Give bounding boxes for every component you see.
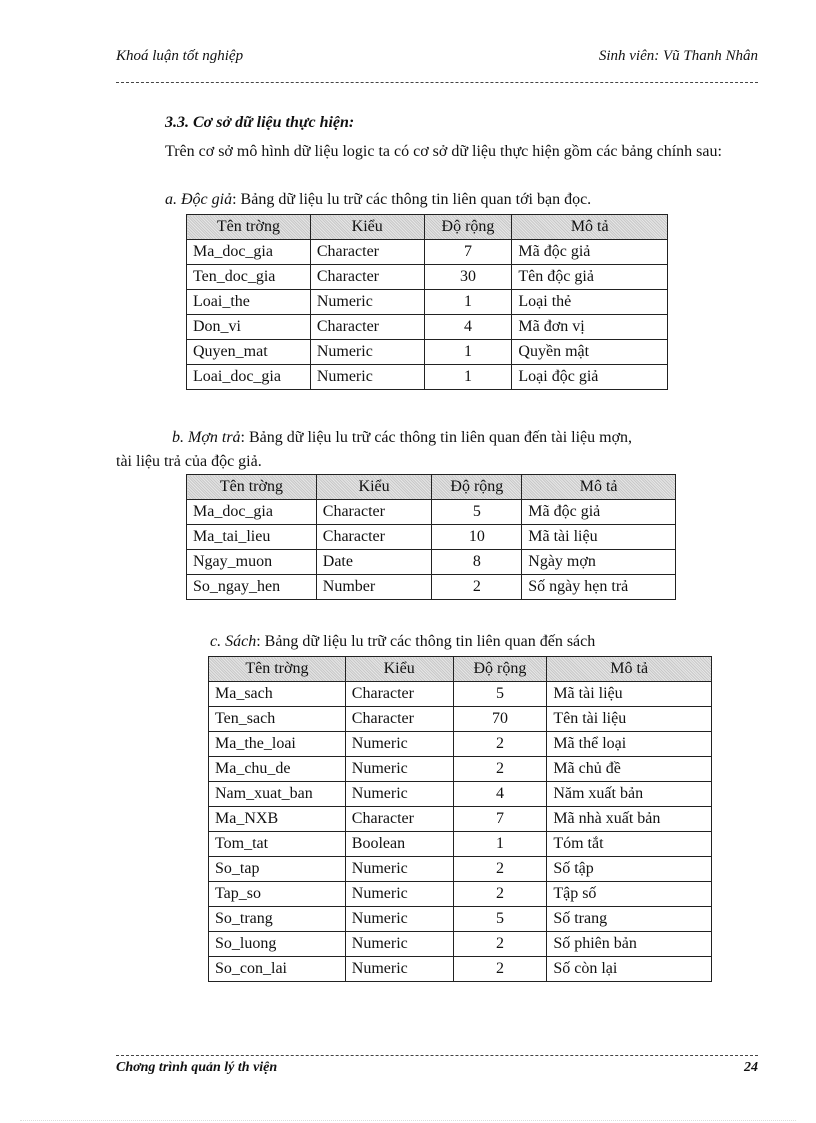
table-header-row: [209, 657, 712, 682]
table-cell: Numeric: [345, 732, 453, 757]
table-cell: Numeric: [345, 757, 453, 782]
table-a-label: a. Độc giả: [165, 191, 233, 208]
column-header: Tên trờng: [187, 215, 311, 240]
table-cell: Tên tài liệu: [547, 707, 712, 732]
table-a-desc: : Bảng dữ liệu lu trữ các thông tin liên quan tới bạn đọc.: [232, 191, 592, 208]
table-cell: 2: [453, 882, 547, 907]
table-cell: Mã độc giả: [522, 500, 676, 525]
table-cell: Mã độc giả: [512, 240, 668, 265]
table-cell: 8: [432, 550, 522, 575]
table-cell: Numeric: [345, 907, 453, 932]
column-header: Tên trờng: [187, 475, 317, 500]
table-cell: Ngày mợn: [522, 550, 676, 575]
table-header-row: [187, 215, 668, 240]
table-b-desc: : Bảng dữ liệu lu trữ các thông tin liên quan đến tài liệu mợn,: [240, 429, 633, 446]
table-c-label: c. Sách: [210, 633, 257, 650]
table-cell: Mã nhà xuất bản: [547, 807, 712, 832]
table-row: [187, 340, 668, 365]
table-cell: Numeric: [345, 932, 453, 957]
table-cell: Number: [316, 575, 432, 600]
table-cell: Ma_doc_gia: [187, 500, 317, 525]
table-cell: 10: [432, 525, 522, 550]
table-row: [209, 907, 712, 932]
table-cell: 5: [453, 907, 547, 932]
table-row: [187, 575, 676, 600]
table-cell: Loai_doc_gia: [187, 365, 311, 390]
table-cell: Numeric: [345, 957, 453, 982]
table-cell: Ma_chu_de: [209, 757, 346, 782]
column-header: Mô tả: [522, 475, 676, 500]
header-thesis-title: Khoá luận tốt nghiệp: [116, 48, 244, 64]
table-cell: Tập số: [547, 882, 712, 907]
table-cell: Character: [310, 240, 424, 265]
table-cell: 5: [432, 500, 522, 525]
table-cell: Loại thẻ: [512, 290, 668, 315]
table-a-caption: [165, 188, 591, 212]
table-cell: So_con_lai: [209, 957, 346, 982]
table-row: [209, 957, 712, 982]
table-cell: Numeric: [310, 290, 424, 315]
table-row: [187, 265, 668, 290]
table-cell: Ten_sach: [209, 707, 346, 732]
table-row: [209, 882, 712, 907]
table-cell: 2: [432, 575, 522, 600]
table-row: [187, 365, 668, 390]
table-cell: Mã đơn vị: [512, 315, 668, 340]
table-cell: Quyền mật: [512, 340, 668, 365]
table-cell: Ma_sach: [209, 682, 346, 707]
intro-text: Trên cơ sở mô hình dữ liệu logic ta có cơ sở dữ liệu thực hiện gồm các bảng chính sau:: [165, 143, 722, 160]
table-header-row: [187, 475, 676, 500]
table-row: [209, 932, 712, 957]
table-cell: 2: [453, 757, 547, 782]
table-cell: Mã tài liệu: [547, 682, 712, 707]
table-cell: Số trang: [547, 907, 712, 932]
table-c-desc: : Bảng dữ liệu lu trữ các thông tin liên quan đến sách: [256, 633, 596, 650]
table-cell: 2: [453, 732, 547, 757]
column-header: Tên trờng: [209, 657, 346, 682]
table-row: [209, 857, 712, 882]
table-cell: Character: [310, 315, 424, 340]
table-cell: Số tập: [547, 857, 712, 882]
table-cell: 30: [424, 265, 512, 290]
table-row: [187, 290, 668, 315]
table-row: [187, 550, 676, 575]
table-cell: So_ngay_hen: [187, 575, 317, 600]
table-cell: Numeric: [310, 340, 424, 365]
table-cell: Loai_the: [187, 290, 311, 315]
footer-program-title: Chơng trình quản lý th viện: [116, 1060, 278, 1075]
table-cell: Tên độc giả: [512, 265, 668, 290]
table-row: [187, 500, 676, 525]
table-cell: Character: [316, 525, 432, 550]
column-header: Kiểu: [345, 657, 453, 682]
table-cell: Character: [316, 500, 432, 525]
header-divider: [116, 82, 758, 83]
table-cell: Ten_doc_gia: [187, 265, 311, 290]
page-number: 24: [744, 1060, 758, 1075]
table-cell: Character: [310, 265, 424, 290]
table-cell: Numeric: [345, 882, 453, 907]
table-cell: Ma_doc_gia: [187, 240, 311, 265]
page-header: [116, 48, 758, 70]
table-cell: Numeric: [310, 365, 424, 390]
table-row: [209, 732, 712, 757]
table-cell: Numeric: [345, 857, 453, 882]
table-cell: Numeric: [345, 782, 453, 807]
column-header: Kiểu: [310, 215, 424, 240]
table-doc-gia: [186, 214, 668, 390]
table-row: [209, 807, 712, 832]
table-cell: Số còn lại: [547, 957, 712, 982]
table-row: [209, 682, 712, 707]
table-cell: Năm xuất bản: [547, 782, 712, 807]
column-header: Kiểu: [316, 475, 432, 500]
table-cell: So_trang: [209, 907, 346, 932]
table-row: [209, 782, 712, 807]
table-cell: Ma_tai_lieu: [187, 525, 317, 550]
table-row: [187, 240, 668, 265]
table-cell: Tap_so: [209, 882, 346, 907]
table-cell: Mã tài liệu: [522, 525, 676, 550]
table-c-caption: [210, 630, 595, 654]
table-cell: Tóm tắt: [547, 832, 712, 857]
page-edge-line: [20, 1120, 796, 1121]
table-row: [187, 525, 676, 550]
table-row: [187, 315, 668, 340]
column-header: Độ rộng: [424, 215, 512, 240]
table-b-caption: [172, 426, 632, 450]
table-cell: 5: [453, 682, 547, 707]
intro-paragraph: [116, 140, 758, 164]
table-cell: 4: [424, 315, 512, 340]
table-cell: Boolean: [345, 832, 453, 857]
table-sach: [208, 656, 712, 982]
column-header: Độ rộng: [432, 475, 522, 500]
table-cell: Tom_tat: [209, 832, 346, 857]
table-cell: 2: [453, 957, 547, 982]
column-header: Mô tả: [512, 215, 668, 240]
table-cell: Character: [345, 682, 453, 707]
table-b-label: b. Mợn trả: [172, 429, 241, 446]
table-cell: Mã chủ đề: [547, 757, 712, 782]
table-row: [209, 707, 712, 732]
table-cell: 2: [453, 932, 547, 957]
table-cell: Ma_the_loai: [209, 732, 346, 757]
header-student-name: Sinh viên: Vũ Thanh Nhân: [598, 48, 758, 64]
table-cell: Quyen_mat: [187, 340, 311, 365]
table-cell: 7: [453, 807, 547, 832]
table-cell: Character: [345, 807, 453, 832]
table-cell: Số phiên bản: [547, 932, 712, 957]
table-cell: 1: [424, 290, 512, 315]
table-cell: Mã thể loại: [547, 732, 712, 757]
table-cell: Số ngày hẹn trả: [522, 575, 676, 600]
table-cell: Ngay_muon: [187, 550, 317, 575]
table-cell: So_tap: [209, 857, 346, 882]
column-header: Mô tả: [547, 657, 712, 682]
page-footer: [116, 1060, 758, 1082]
column-header: Độ rộng: [453, 657, 547, 682]
table-cell: Nam_xuat_ban: [209, 782, 346, 807]
table-row: [209, 832, 712, 857]
table-cell: Don_vi: [187, 315, 311, 340]
footer-divider: [116, 1055, 758, 1056]
table-cell: Character: [345, 707, 453, 732]
table-row: [209, 757, 712, 782]
table-cell: 2: [453, 857, 547, 882]
table-muon-tra: [186, 474, 676, 600]
table-cell: 1: [453, 832, 547, 857]
table-b-caption-cont: tài liệu trả của độc giả.: [116, 453, 262, 470]
table-cell: 70: [453, 707, 547, 732]
table-cell: Date: [316, 550, 432, 575]
table-cell: Ma_NXB: [209, 807, 346, 832]
section-title: 3.3. Cơ sở dữ liệu thực hiện:: [165, 114, 355, 131]
table-cell: 1: [424, 365, 512, 390]
table-cell: Loại độc giả: [512, 365, 668, 390]
table-cell: 4: [453, 782, 547, 807]
table-cell: 1: [424, 340, 512, 365]
table-cell: So_luong: [209, 932, 346, 957]
table-cell: 7: [424, 240, 512, 265]
